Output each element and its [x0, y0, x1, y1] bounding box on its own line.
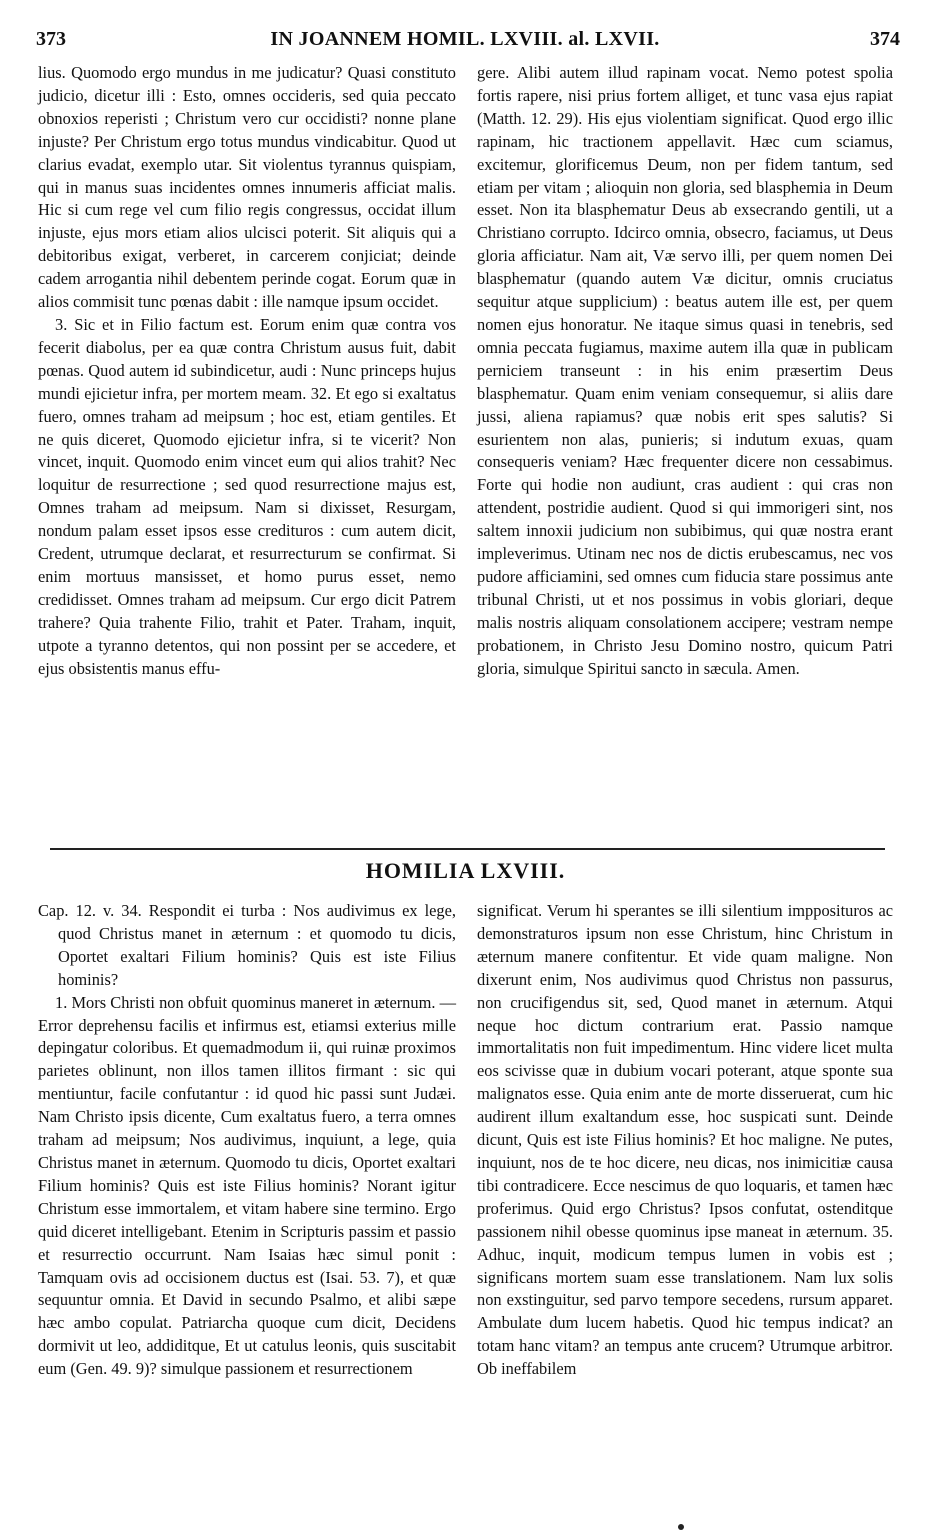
bottom-left-column	[38, 900, 456, 1381]
top-right-column	[477, 62, 893, 680]
paragraph: 3. Sic et in Filio factum est. Eorum enim quæ contra vos fecerit diabolus, per ea quæ contra Christum ausus fuit, dabit pœnas. Quod autem id subindicetur, audi : Nunc princeps hujus mundi ejicietur infra, per mortem meam. 32. Et ego si exaltatus fuero, omnes traham ad meipsum ; hoc est, etiam gentiles. Et ne quis diceret, Quomodo ejicietur infra, si te vicerit? Non vincet, inquit. Quomodo enim vincet eum qui alios trahit? Nec loquitur de resurrectione ; sed quod resurrectione majus est, Omnes traham ad meipsum. Nam si dixisset, Resurgam, nondum palam esset ipsos esse credituros : cum autem dicit, Credent, utrumque declarat, et resurrecturum se confirmat. Si enim mortuus mansisset, et homo purus esset, nemo credidisset. Omnes traham ad meipsum. Cur ergo dicit Patrem trahere? Quia trahente Filio, trahit et Pater. Traham, inquit, utpote a tyranno detentos, qui non possint per se accedere, et ejus obsistentis manus effu-	[38, 314, 456, 678]
paragraph: gere. Alibi autem illud rapinam vocat. Nemo potest spolia fortis rapere, nisi prius fortem alliget, et tunc vasa ejus rapiat (Matth. 12. 29). His ejus violentiam significat. Quod ergo illic rapinam, hic tractionem appellavit. Hæc cum sciamus, excitemur, glorificemus Deum, non per fidem tantum, sed etiam per vitam ; alioquin non gloria, sed blasphemia in Deum esset. Non ita blasphematur Deus ab exsecrando gentili, ut a Christiano corrupto. Idcirco omnia, obsecro, faciamus, ut Deus gloria afficiatur. Nam ait, Væ servo illi, per quem nomen Dei blasphematur (quando autem Væ dicitur, omnis cruciatus sequitur atque supplicium) : beatus autem ille est, per quem nomen ejus honoratur. Ne itaque simus quasi in tenebris, sed omnia peccata fugiamus, maxime autem illa quæ in publicam perniciem transeunt : in his enim præsertim Deus blasphematur. Quam enim veniam consequemur, si aliis dare jussi, aliena rapiamus? quæ nobis erit spes salutis? Si esurientem non alas, punieris; si indutum exuas, quam consequeris veniam? Hæc frequenter dicere non cessabimus. Forte qui hodie non audiunt, cras audient : qui cras non attendent, postridie audient. Quod si qui immorigeri sint, nos saltem innoxii judicium non subibimus, qui quæ nostra erant impleverimus. Utinam nec nos de dictis erubescamus, nec vos pudore afficiamini, sed omnes cum fiducia stare possimus ante tribunal Christi, ut et nos possimus in vobis gloriari, deque malis nostris aliquam consolationem accipere; vestram nempe probationem, in Christo Jesu Domino nostro, quicum Patri gloria, simulque Spiritui sancto in sæcula. Amen.	[477, 63, 893, 678]
bottom-right-column	[477, 900, 893, 1381]
page-mark	[678, 1524, 684, 1530]
paragraph: 1. Mors Christi non obfuit quominus maneret in æternum. — Error deprehensu facilis et infirmus est, etiamsi exterius mille depingatur coloribus. Et quemadmodum ii, qui ruinæ proximos parietes oblinunt, non illos tamen illitos firmant : sic qui mentiuntur, facile confutantur : id quod hic passi sunt Judæi. Nam Christo ipsis dicente, Cum exaltatus fuero, a terra omnes traham ad meipsum; Nos audivimus, inquiunt, a lege, quia Christus manet in æternum. Quomodo tu dicis, Oportet exaltari Filium hominis? Quis est iste Filius hominis? Norant igitur Christum esse immortalem, et vitam habere sine termino. Ergo quid diceret intelligebant. Etenim in Scripturis passim et passio et resurrectio occurrunt. Nam Isaias hæc simul ponit : Tamquam ovis ad occisionem ductus est (Isai. 53. 7), et quæ sequuntur omnia. Et David in secundo Psalmo, et alibi sæpe hæc ambo copulat. Patriarcha quoque cum dicit, Decidens dormivit ut leo, addiditque, Et ut catulus leonis, quis suscitabit eum (Gen. 49. 9)? simulque passionem et resurrectionem	[38, 992, 456, 1379]
running-title: IN JOANNEM HOMIL. LXVIII. al. LXVII.	[270, 28, 660, 50]
page-number-left: 373	[36, 28, 66, 50]
running-head	[30, 28, 900, 58]
paragraph: lius. Quomodo ergo mundus in me judicatur? Quasi constituto judicio, dicetur illi : Esto, omnes occideris, sed quia peccato obnoxios reperisti ; Christum vero cur occidisti? nonne plane injuste? Per Christum ergo totus mundus vindicabitur. Quod ut clarius evadat, exemplo utar. Sit violentus tyrannus quispiam, qui in manus suas incidentes omnes innumeris afficiat malis. Hic si cum rege vel cum filio regis congressus, occidat illum injuste, ejus mors etiam alios ulcisci poterit. Sit aliquis qui a debitoribus exigat, verberet, in carcerem conjiciat; deinde cadem arrogantia nihil debentem perinde cogat. Eorum quæ in alios commisit tunc pœnas dabit : ille namque ipsum occidet.	[38, 63, 456, 312]
page-number-right: 374	[870, 28, 900, 50]
section-divider	[50, 848, 885, 850]
top-left-column	[38, 62, 456, 680]
paragraph: significat. Verum hi sperantes se illi silentium impposituros ac demonstraturos ipsum non esse Christum, hinc Christum in æternum manere confitentur. Et vide quam maligne. Non dixerunt enim, Nos audivimus quod Christus non passurus, non crucifigendus sit, sed, Quod manet in æternum. Atqui neque hoc dictum contrarium erat. Passio namque immortalitatis non fuit impedimentum. Hinc videre licet multa eos scivisse quæ in dubium vocari poterant, atque sponte sua malignatos esse. Quia enim ante de morte disseruerat, cum hic audirent illum exaltandum esse, hoc suspicati sunt. Deinde dicunt, Quis est iste Filius hominis? Et hoc maligne. Ne putes, inquiunt, nos de te hoc dicere, neu dicas, nos inimicitiæ causa tibi contradicere. Ecce nescimus de quo loquaris, et tamen hæc proferimus. Quid ergo Christus? Ipsos confutat, ostenditque passionem nihil obesse quominus ipse maneat in æternum. 35. Adhuc, inquit, modicum tempus lumen in vobis est ; significans mortem suam esse translationem. Nam lux solis non exstinguitur, sed parvo tempore secedens, rursum apparet. Ambulate dum lucem habetis. Quod hic tempus indicat? an totam hanc vitam? an tempus ante crucem? Utrumque arbitror. Ob ineffabilem	[477, 901, 893, 1379]
chapter-summary: Cap. 12. v. 34. Respondit ei turba : Nos audivimus ex lege, quod Christus manet in æternum : et quomodo tu dicis, Oportet exaltari Filium hominis? Quis est iste Filius hominis?	[38, 901, 456, 989]
homily-title: HOMILIA LXVIII.	[365, 858, 566, 883]
